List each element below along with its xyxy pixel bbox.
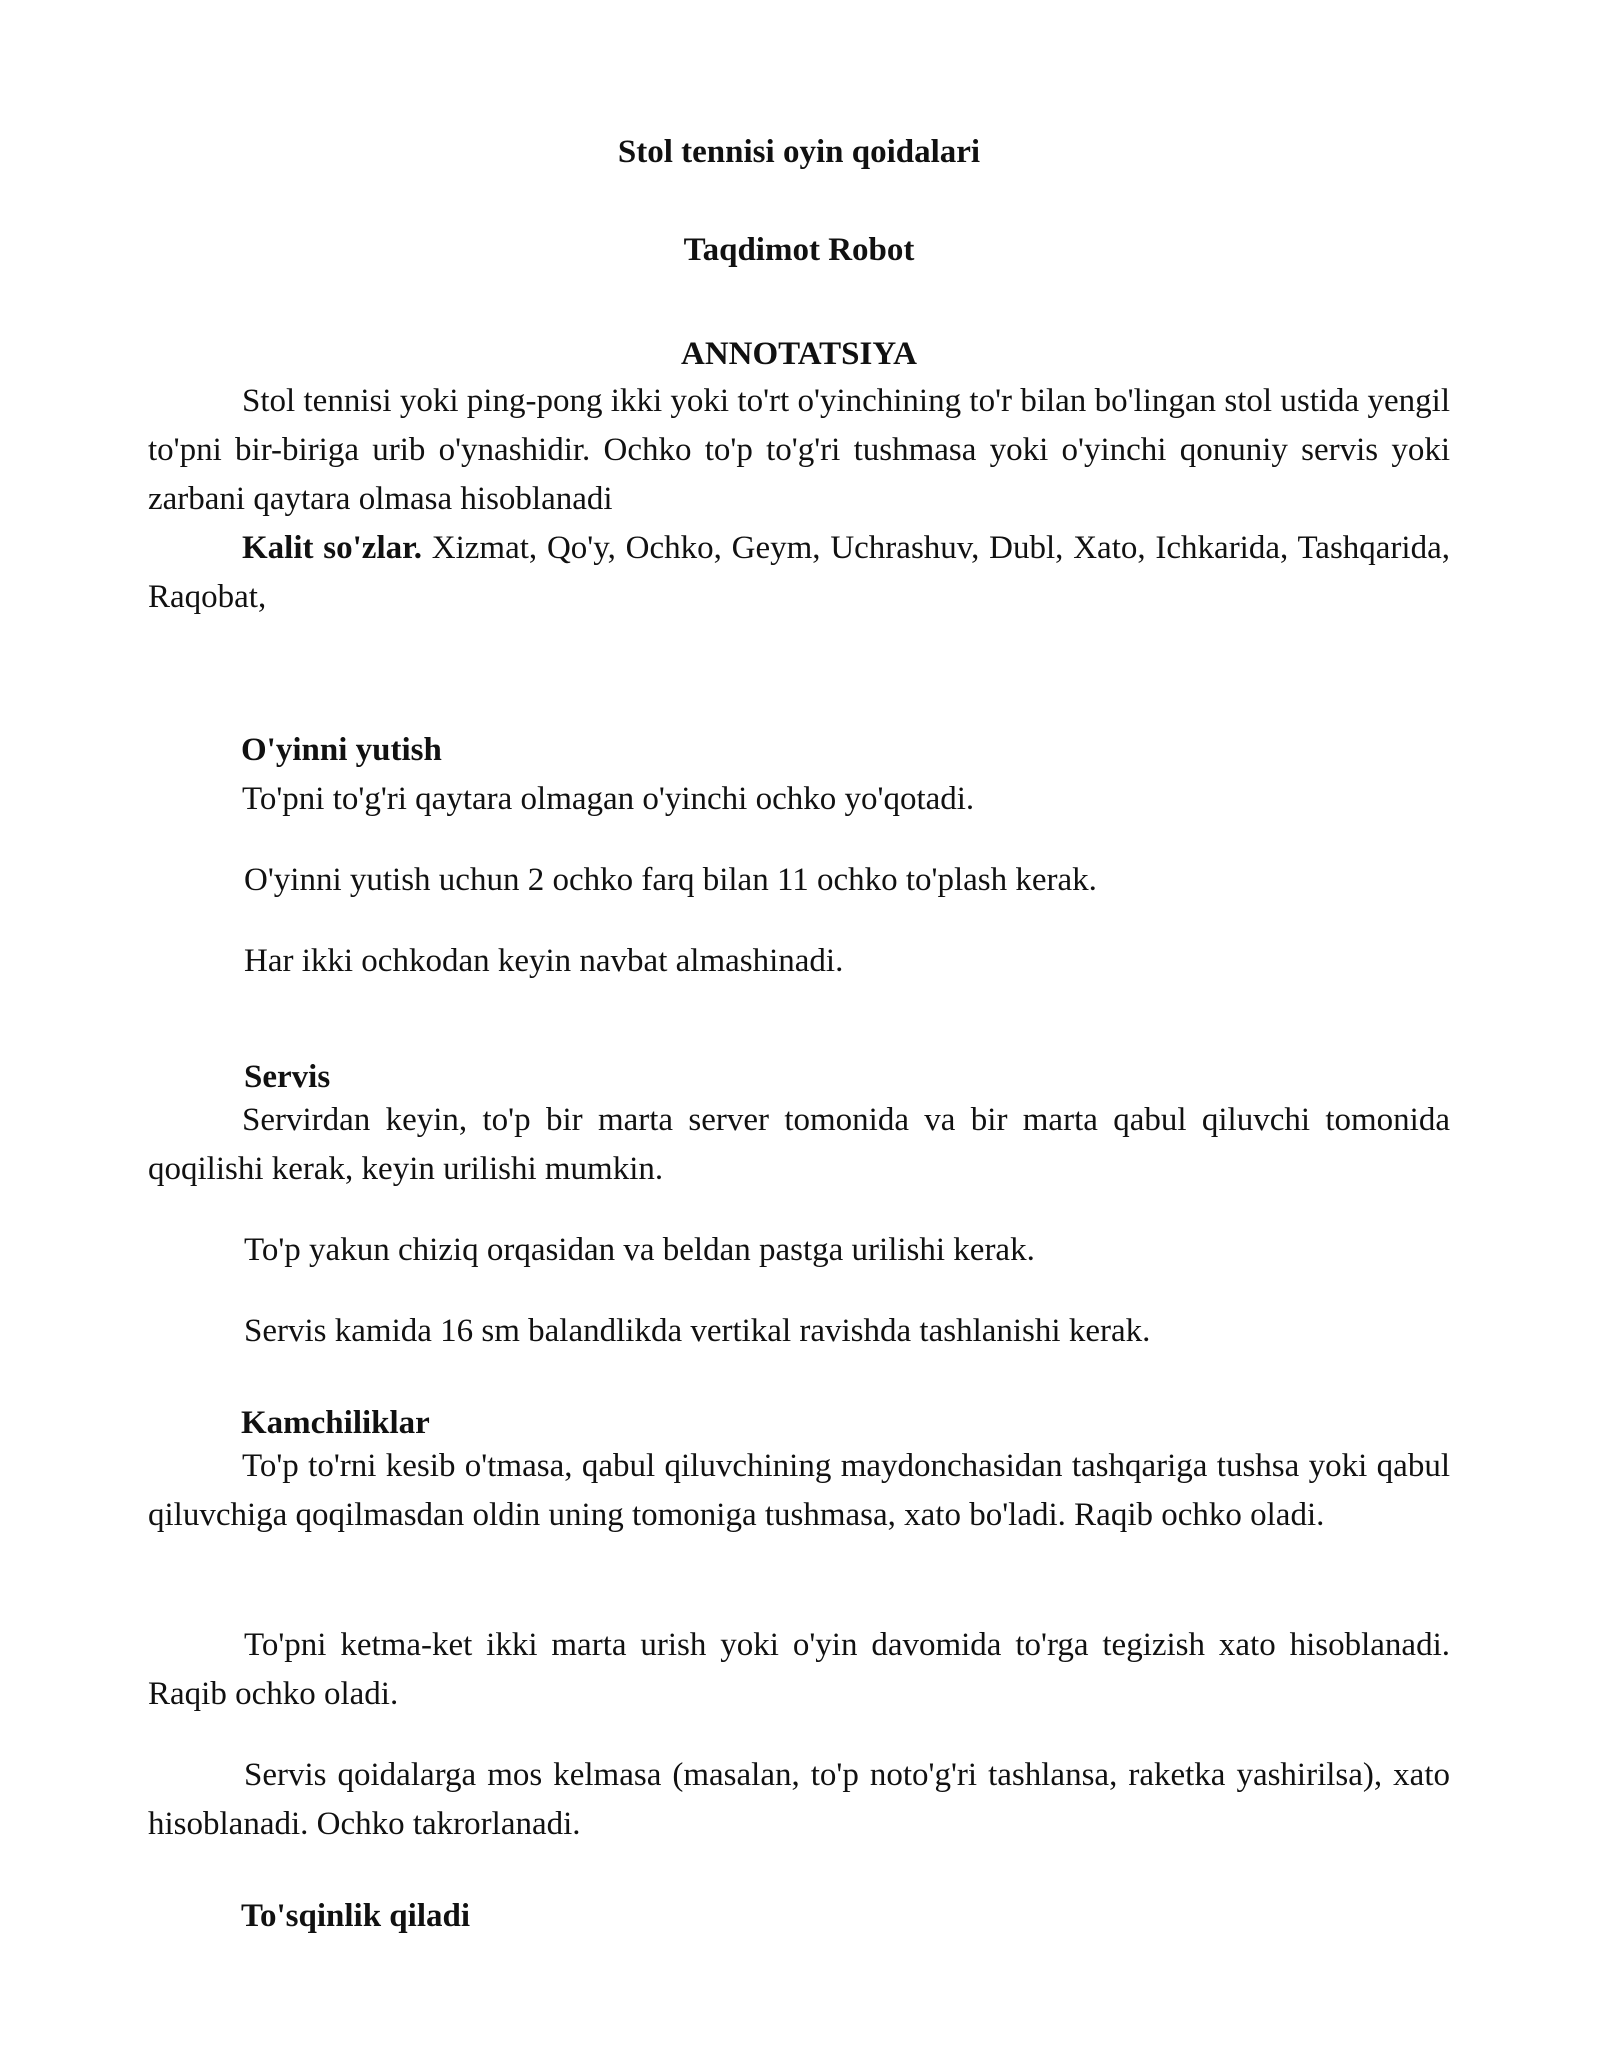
faults-paragraph-1-wrap xyxy=(148,1442,1450,1540)
annotation-heading: ANNOTATSIYA xyxy=(681,336,917,372)
service-paragraph-2: To'p yakun chiziq orqasidan va beldan pastga urilishi kerak. xyxy=(244,1232,1035,1268)
faults-paragraph-1: To'p to'rni kesib o'tmasa, qabul qiluvchining maydonchasidan tashqariga tushsa yoki qabul qiluvchiga qoqilmasdan oldin uning tomoniga tushmasa, xato bo'ladi. Raqib ochko oladi. xyxy=(148,1448,1450,1533)
document-title: Stol tennisi oyin qoidalari xyxy=(617,134,981,170)
document-author: Taqdimot Robot xyxy=(683,232,915,268)
annotation-section xyxy=(148,377,1450,524)
section-heading-faults: Kamchiliklar xyxy=(241,1405,430,1441)
section-heading-obstruction: To'sqinlik qiladi xyxy=(241,1898,471,1934)
section-heading-service: Servis xyxy=(244,1059,331,1095)
keywords-section xyxy=(148,524,1450,622)
annotation-paragraph: Stol tennisi yoki ping-pong ikki yoki to'rt o'yinchining to'r bilan bo'lingan stol ustida yengil to'pni bir-biriga urib o'ynashidir. Ochko to'p to'g'ri tushmasa yoki o'yinchi qonuniy servis yoki zarbani qaytara olmasa hisoblanadi xyxy=(148,383,1450,517)
winning-paragraph-3: Har ikki ochkodan keyin navbat almashinadi. xyxy=(244,943,844,979)
service-paragraph-1: Servirdan keyin, to'p bir marta server tomonida va bir marta qabul qiluvchi tomonida qoqilishi kerak, keyin urilishi mumkin. xyxy=(148,1102,1450,1187)
faults-paragraph-3-wrap xyxy=(148,1751,1450,1849)
section-heading-winning: O'yinni yutish xyxy=(241,732,442,768)
faults-paragraph-3: Servis qoidalarga mos kelmasa (masalan, to'p noto'g'ri tashlansa, raketka yashirilsa), xato hisoblanadi. Ochko takrorlanadi. xyxy=(148,1757,1450,1842)
winning-paragraph-1: To'pni to'g'ri qaytara olmagan o'yinchi ochko yo'qotadi. xyxy=(242,781,975,817)
keywords-label: Kalit so'zlar. xyxy=(242,530,422,566)
winning-paragraph-2: O'yinni yutish uchun 2 ochko farq bilan 11 ochko to'plash kerak. xyxy=(244,862,1097,898)
service-paragraph-1-wrap xyxy=(148,1096,1450,1194)
faults-paragraph-2-wrap xyxy=(148,1621,1450,1719)
keywords-list: Xizmat, Qo'y, Ochko, Geym, Uchrashuv, Dubl, Xato, Ichkarida, Tashqarida, Raqobat, xyxy=(148,530,1450,615)
service-paragraph-3: Servis kamida 16 sm balandlikda vertikal ravishda tashlanishi kerak. xyxy=(244,1313,1151,1349)
faults-paragraph-2: To'pni ketma-ket ikki marta urish yoki o'yin davomida to'rga tegizish xato hisoblanadi. Raqib ochko oladi. xyxy=(148,1627,1450,1712)
keywords-paragraph xyxy=(148,524,1450,622)
